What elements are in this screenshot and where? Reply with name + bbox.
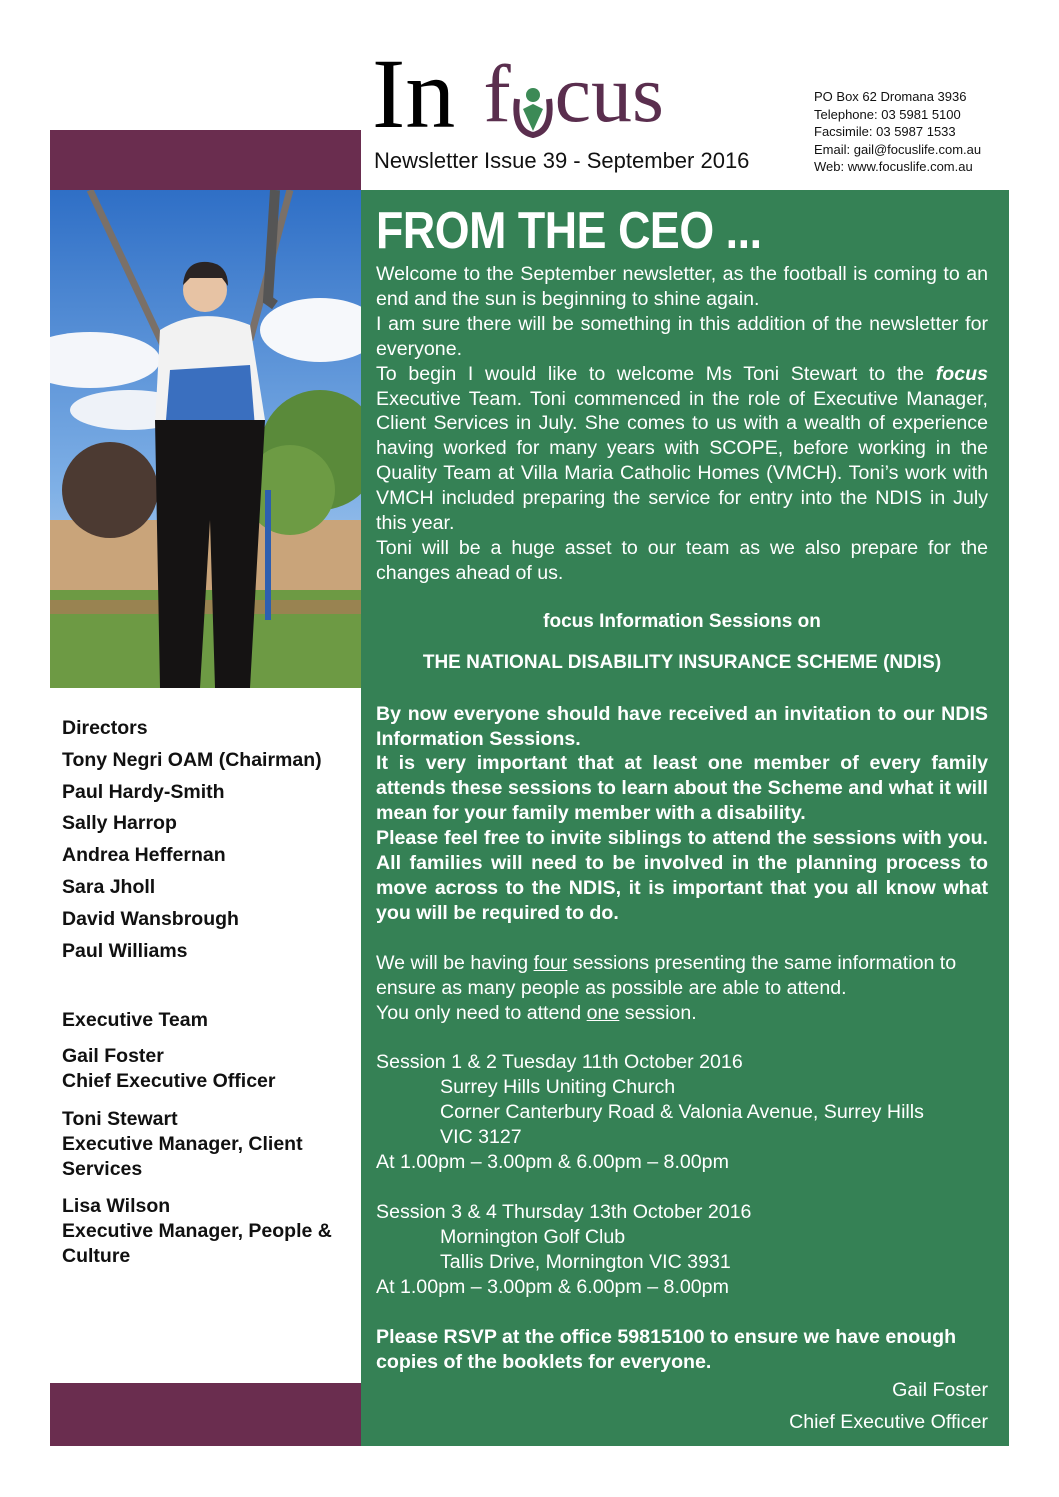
signature-name: Gail Foster (892, 1379, 988, 1402)
exec-member-role: Executive Manager, Client (62, 1132, 303, 1155)
exec-member (62, 1194, 358, 1269)
paragraph-text: sessions presenting the same information to ensure as many people as possible are able to attend. (376, 951, 957, 999)
exec-member-role: Services (62, 1157, 143, 1180)
logo-in-text: In (372, 38, 456, 149)
executive-team-heading: Executive Team (62, 1008, 208, 1031)
session-venue: Tallis Drive, Mornington VIC 3931 (440, 1250, 731, 1273)
session-times: At 1.00pm – 3.00pm & 6.00pm – 8.00pm (376, 1275, 729, 1298)
signature-role: Chief Executive Officer (789, 1411, 988, 1434)
rsvp-note: Please RSVP at the office 59815100 to ensure we have enough copies of the booklets for everyone. (376, 1325, 957, 1373)
underlined-word: one (586, 1001, 620, 1024)
session-block (376, 1200, 988, 1300)
logo-person-icon (511, 66, 555, 136)
sidebar-staff-list (62, 716, 358, 1269)
paragraph: I am sure there will be something in this addition of the newsletter for everyone. (376, 312, 988, 360)
exec-member-role: Chief Executive Officer (62, 1069, 276, 1092)
paragraph-text: Executive Team. Toni commenced in the role of Executive Manager, Client Services in July. She comes to us with a wealth of experience having worked for many years with SCOPE, before working in the Quality Team at Villa Maria Catholic Homes (VMCH). Toni’s work with VMCH included preparing the service for entry into the NDIS in July this year. (376, 387, 988, 535)
logo-cus: cus (554, 48, 664, 139)
directors-heading: Directors (62, 717, 148, 739)
exec-member (62, 1044, 358, 1094)
director-name: Andrea Heffernan (62, 844, 226, 867)
contact-web: Web: www.focuslife.com.au (814, 159, 973, 175)
contact-email: Email: gail@focuslife.com.au (814, 141, 982, 157)
paragraph-text: You only need to attend (376, 1001, 587, 1024)
paragraph: Toni will be a huge asset to our team as we also prepare for the changes ahead of us. (376, 536, 988, 584)
sessions-heading: focus Information Sessions on (543, 610, 821, 632)
purple-band-top (50, 130, 361, 190)
paragraph (376, 951, 988, 1001)
exec-member-role: Executive Manager, People & (62, 1219, 332, 1242)
logo-f: f (483, 48, 511, 139)
issue-line: Newsletter Issue 39 - September 2016 (374, 148, 750, 173)
ndis-heading: THE NATIONAL DISABILITY INSURANCE SCHEME (NDIS) (422, 651, 942, 673)
session-title: Session 1 & 2 Tuesday 11th October 2016 (376, 1051, 743, 1074)
exec-member-role: Culture (62, 1244, 131, 1267)
director-name: Tony Negri OAM (Chairman) (62, 748, 322, 771)
paragraph-text: We will be having (376, 951, 534, 974)
exec-member-name: Gail Foster (62, 1044, 164, 1067)
director-name: Paul Williams (62, 939, 188, 962)
paragraph-text: session. (619, 1001, 697, 1024)
session-times: At 1.00pm – 3.00pm & 6.00pm – 8.00pm (376, 1151, 729, 1174)
director-name: Sally Harrop (62, 812, 177, 835)
focus-emphasis: focus (935, 362, 988, 385)
newsletter-logo (372, 38, 712, 149)
director-name: Paul Hardy-Smith (62, 780, 225, 803)
exec-member (62, 1107, 358, 1182)
underlined-word: four (533, 951, 568, 974)
session-venue: Mornington Golf Club (440, 1225, 626, 1248)
bold-paragraph: Please feel free to invite siblings to attend the sessions with you. All families will need to be involved in the planning process to move across to the NDIS, it is important that you all know what you will be required to do. (376, 827, 988, 924)
session-block (376, 1050, 988, 1175)
article-title: FROM THE CEO ... (376, 202, 762, 260)
director-name: David Wansbrough (62, 907, 239, 930)
logo-focus-text (483, 48, 664, 139)
session-venue: Surrey Hills Uniting Church (440, 1076, 676, 1099)
exec-member-name: Toni Stewart (62, 1107, 178, 1130)
paragraph (376, 362, 988, 536)
contact-po-box: PO Box 62 Dromana 3936 (814, 89, 967, 104)
exec-member-name: Lisa Wilson (62, 1194, 171, 1217)
session-venue: Corner Canterbury Road & Valonia Avenue, Surrey Hills (440, 1101, 924, 1124)
paragraph-text: To begin I would like to welcome Ms Toni Stewart to the (376, 362, 936, 385)
ceo-article (376, 200, 988, 1435)
paragraph: Welcome to the September newsletter, as the football is coming to an end and the sun is beginning to shine again. (376, 263, 988, 310)
contact-block (814, 88, 981, 176)
photo-person-on-bungee-harness (50, 190, 361, 688)
purple-band-bottom (50, 1383, 361, 1446)
contact-facsimile: Facsimile: 03 5987 1533 (814, 124, 956, 140)
session-venue: VIC 3127 (440, 1126, 522, 1149)
contact-telephone: Telephone: 03 5981 5100 (814, 106, 961, 122)
session-title: Session 3 & 4 Thursday 13th October 2016 (376, 1201, 752, 1223)
bold-paragraph: It is very important that at least one member of every family attends these sessions to learn about the Scheme and what it will mean for your family member with a disability. (376, 752, 988, 825)
director-name: Sara Jholl (62, 875, 156, 898)
paragraph (376, 1001, 988, 1026)
bold-paragraph: By now everyone should have received an invitation to our NDIS Information Sessions. (376, 702, 988, 750)
